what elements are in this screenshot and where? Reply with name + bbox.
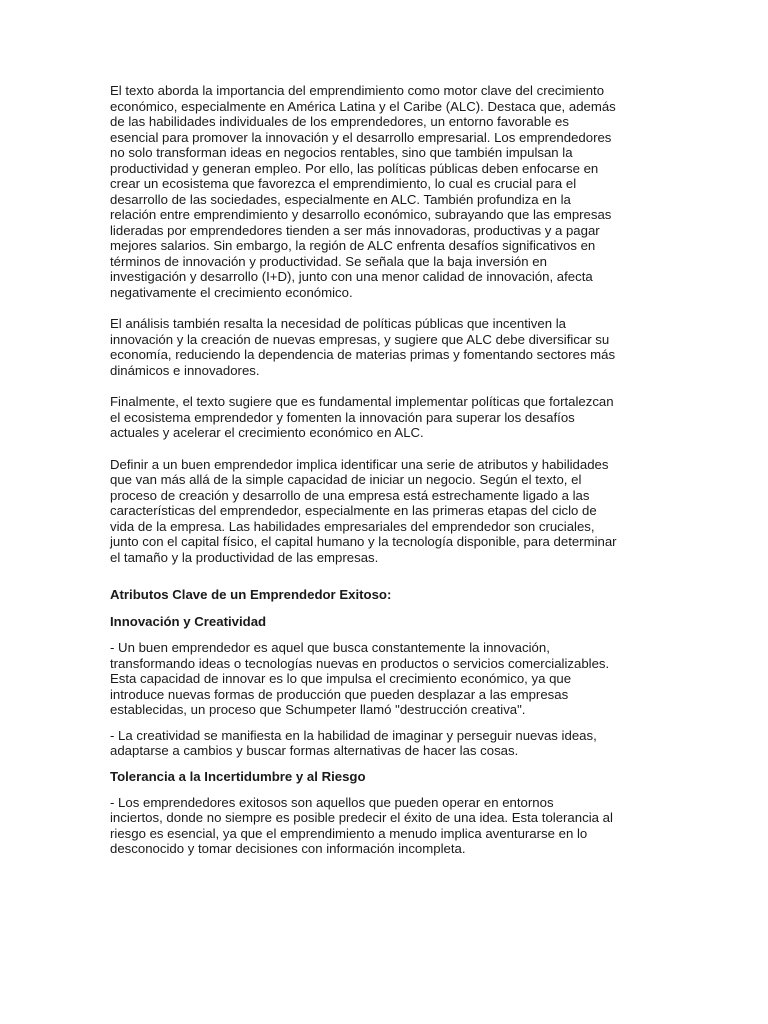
section-title: Tolerancia a la Incertidumbre y al Riesgo xyxy=(110,768,366,784)
section-paragraph: - La creatividad se manifiesta en la habilidad de imaginar y perseguir nuevas ideas, adaptarse a cambios y buscar formas alternativas de hacer las cosas. xyxy=(110,727,597,758)
section-paragraph: - Un buen emprendedor es aquel que busca constantemente la innovación, transformando ideas o tecnologías nuevas en productos o servicios comercializables. Esta capacidad de innovar es lo que impulsa el crecimiento económico, ya que introduce nuevas formas de producción que pueden desplazar a las empresas establecidas, un proceso que Schumpeter llamó "destrucción creativa". xyxy=(110,640,610,717)
section-risk-tolerance xyxy=(110,769,658,857)
section-paragraph: - Los emprendedores exitosos son aquellos que pueden operar en entornos inciertos, donde no siempre es posible predecir el éxito de una idea. Esta tolerancia al riesgo es esencial, ya que el emprendimiento a menudo implica aventurarse en lo desconocido y tomar decisiones con información incompleta. xyxy=(110,794,613,856)
intro-paragraph: El análisis también resalta la necesidad de políticas públicas que incentiven la innovación y la creación de nuevas empresas, y sugiere que ALC debe diversificar su economía, reduciendo la dependencia de materias primas y fomentando sectores más dinámicos e innovadores. xyxy=(110,316,616,378)
intro-paragraph: El texto aborda la importancia del emprendimiento como motor clave del crecimiento económico, especialmente en América Latina y el Caribe (ALC). Destaca que, además de las habilidades individuales de los emprendedores, un entorno favorable es esencial para promover la innovación y el desarrollo empresarial. Los emprendedores no solo transforman ideas en negocios rentables, sino que también impulsan la productividad y generan empleo. Por ello, las políticas públicas deben enfocarse en crear un ecosistema que favorezca el emprendimiento, lo cual es crucial para el desarrollo de las sociedades, especialmente en ALC. También profundiza en la relación entre emprendimiento y desarrollo económico, subrayando que las empresas lideradas por emprendedores tienden a ser más innovadoras, productivas y a pagar mejores salarios. Sin embargo, la región de ALC enfrenta desafíos significativos en términos de innovación y productividad. Se señala que la baja inversión en investigación y desarrollo (I+D), junto con una menor calidad de innovación, afecta negativamente el crecimiento económico. xyxy=(110,83,616,300)
document-page xyxy=(110,83,658,867)
section-title: Innovación y Creatividad xyxy=(110,614,267,629)
intro-paragraph: Finalmente, el texto sugiere que es fundamental implementar políticas que fortalezcan el ecosistema emprendedor y fomenten la innovación para superar los desafíos actuales y acelerar el crecimiento económico en ALC. xyxy=(110,394,614,440)
intro-paragraphs xyxy=(110,83,658,565)
section-innovation xyxy=(110,614,658,759)
attributes-heading: Atributos Clave de un Emprendedor Exitoso: xyxy=(110,587,392,602)
intro-paragraph: Definir a un buen emprendedor implica identificar una serie de atributos y habilidades que van más allá de la simple capacidad de iniciar un negocio. Según el texto, el proceso de creación y desarrollo de una empresa está estrechamente ligado a las características del emprendedor, especialmente en las primeras etapas del ciclo de vida de la empresa. Las habilidades empresariales del emprendedor son cruciales, junto con el capital físico, el capital humano y la tecnología disponible, para determinar el tamaño y la productividad de las empresas. xyxy=(110,456,617,565)
